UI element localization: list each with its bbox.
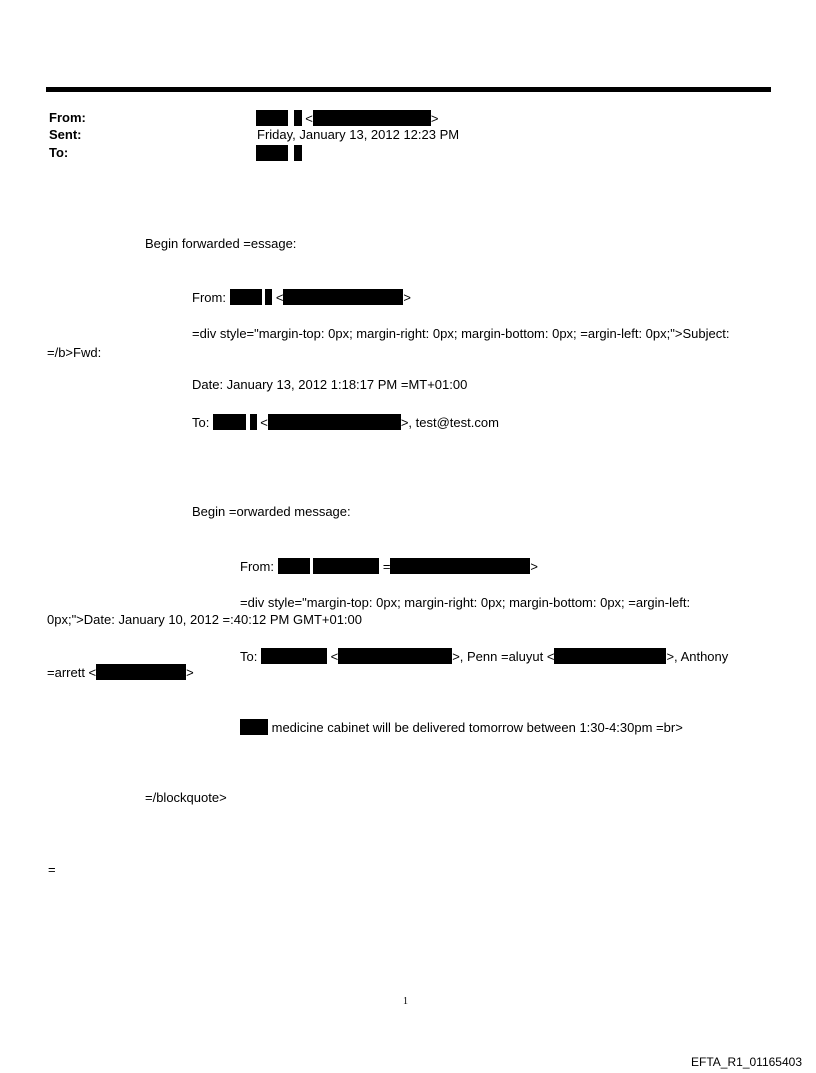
- redaction: [261, 648, 327, 664]
- fwd1-date: Date: January 13, 2012 1:18:17 PM =MT+01:00: [192, 377, 468, 392]
- redaction: [250, 414, 257, 430]
- subject-cont: =/b>Fwd:: [47, 345, 102, 360]
- redaction: [283, 289, 403, 305]
- div-style-date: =div style="margin-top: 0px; margin-right: 0px; margin-bottom: 0px; =argin-left:: [240, 595, 691, 610]
- fwd1-from: From: < >: [192, 290, 412, 305]
- redaction: [268, 414, 401, 430]
- redaction: [240, 719, 268, 735]
- redaction: [294, 145, 302, 161]
- begin-forwarded-1: Begin forwarded =essage:: [145, 236, 297, 251]
- redaction: [338, 648, 452, 664]
- message-line: medicine cabinet will be delivered tomorrow between 1:30-4:30pm =br>: [240, 719, 683, 736]
- redaction: [278, 558, 310, 574]
- redaction: [313, 110, 431, 126]
- sent-label: Sent:: [49, 127, 82, 142]
- redaction: [213, 414, 246, 430]
- redaction: [230, 289, 262, 305]
- trailing-eq: =: [48, 862, 56, 877]
- redaction: [390, 558, 530, 574]
- sent-value: Friday, January 13, 2012 12:23 PM: [257, 127, 460, 142]
- redaction: [313, 558, 379, 574]
- redaction: [554, 648, 666, 664]
- page-number: 1: [403, 996, 408, 1007]
- redaction: [256, 110, 288, 126]
- doc-id: EFTA_R1_01165403: [691, 1055, 802, 1069]
- redaction: [294, 110, 302, 126]
- div-style-subject: =div style="margin-top: 0px; margin-right: 0px; margin-bottom: 0px; =argin-left: 0px;">Subject:: [192, 326, 730, 341]
- arrett-line: =arrett < >: [47, 665, 194, 680]
- date-cont: 0px;">Date: January 10, 2012 =:40:12 PM GMT+01:00: [47, 612, 363, 627]
- from-label: From:: [49, 110, 86, 125]
- to-value: [256, 145, 302, 162]
- redaction: [96, 664, 186, 680]
- fwd2-to: To: < >, Penn =aluyut < >, Anthony: [240, 649, 729, 664]
- begin-forwarded-2: Begin =orwarded message:: [192, 504, 351, 519]
- fwd1-to: To: < >, test@test.com: [192, 415, 499, 430]
- redaction: [256, 145, 288, 161]
- blockquote-close: =/blockquote>: [145, 790, 227, 805]
- redaction: [265, 289, 272, 305]
- to-label: To:: [49, 145, 69, 160]
- from-value: < >: [256, 110, 438, 127]
- fwd2-from: From: = >: [240, 559, 539, 574]
- header-rule: [46, 87, 771, 92]
